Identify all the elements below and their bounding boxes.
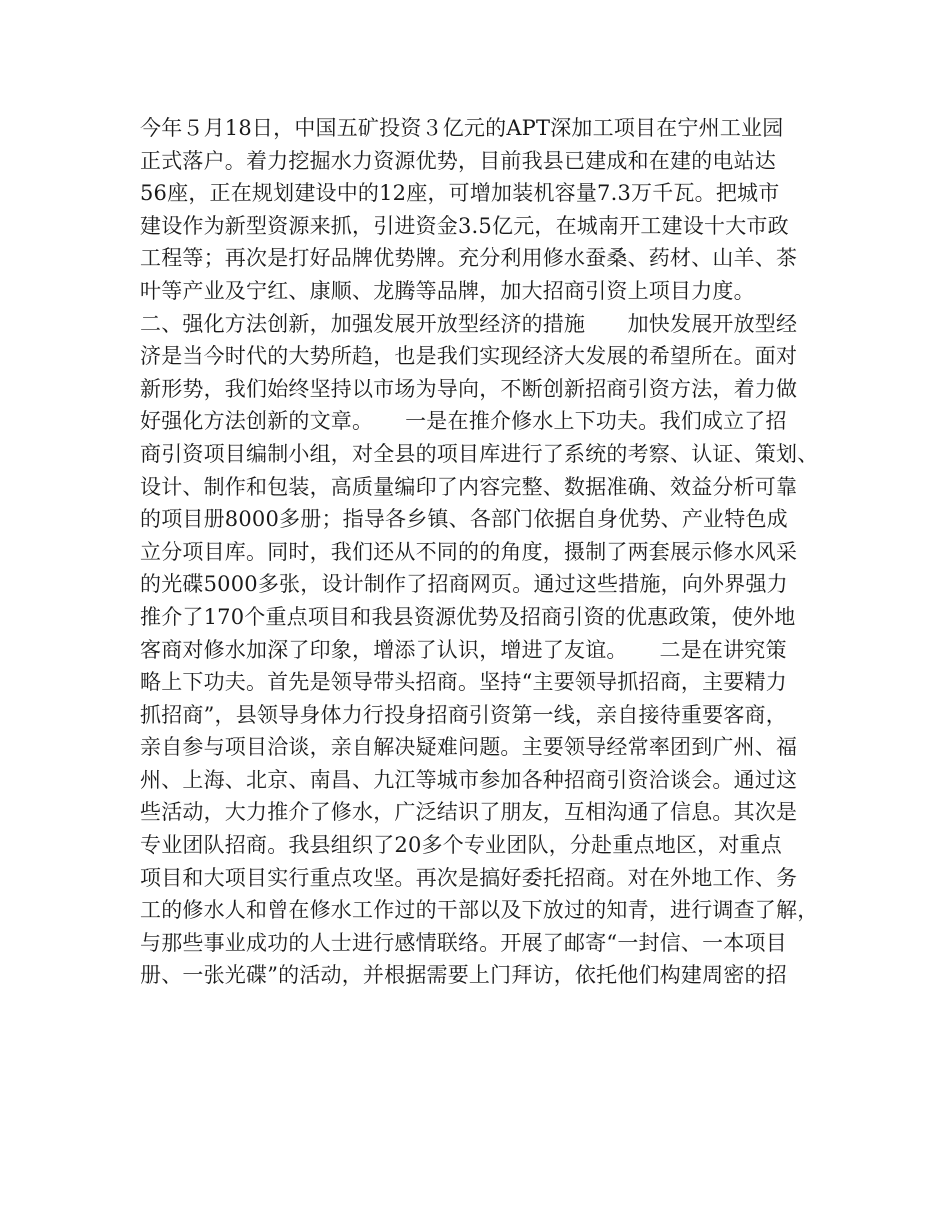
body-text — [140, 112, 820, 992]
text-line: 今年５月18日，中国五矿投资３亿元的APT深加工项目在宁州工业园 — [140, 116, 784, 140]
text-line: 工程等；再次是打好品牌优势牌。充分利用修水蚕桑、药材、山羊、茶 — [140, 246, 798, 271]
text-line: 好强化方法创新的文章。 一是在推介修水上下功夫。我们成立了招 — [140, 409, 787, 434]
text-line: 济是当今时代的大势所趋，也是我们实现经济大发展的希望所在。面对 — [140, 344, 798, 369]
text-line: 亲自参与项目洽谈，亲自解决疑难问题。主要领导经常率团到广州、福 — [140, 735, 798, 760]
text-line: 抓招商”，县领导身体力行投身招商引资第一线，亲自接待重要客商， — [140, 702, 787, 727]
text-line: 州、上海、北京、南昌、九江等城市参加各种招商引资洽谈会。通过这 — [140, 767, 798, 792]
text-line: 项目和大项目实行重点攻坚。再次是搞好委托招商。对在外地工作、务 — [140, 865, 798, 890]
text-line: 正式落户。着力挖掘水力资源优势，目前我县已建成和在建的电站达 — [140, 148, 776, 173]
text-line: 立分项目库。同时，我们还从不同的的角度，摄制了两套展示修水风采 — [140, 539, 798, 564]
text-line: 的项目册8000多册；指导各乡镇、各部门依据自身优势、产业特色成 — [140, 507, 788, 532]
text-line: 客商对修水加深了印象，增添了认识，增进了友谊。 二是在讲究策 — [140, 637, 787, 662]
text-line: 专业团队招商。我县组织了20多个专业团队，分赴重点地区，对重点 — [140, 833, 782, 858]
text-line: 二、强化方法创新，加强发展开放型经济的措施 加快发展开放型经 — [140, 311, 798, 336]
text-line: 叶等产业及宁红、康顺、龙腾等品牌，加大招商引资上项目力度。 — [140, 278, 755, 303]
text-line: 与那些事业成功的人士进行感情联络。开展了邮寄“一封信、一本项目 — [140, 930, 787, 955]
text-line: 56座，正在规划建设中的12座，可增加装机容量7.3万千瓦。把城市 — [140, 181, 780, 206]
text-line: 些活动，大力推介了修水，广泛结识了朋友，互相沟通了信息。其次是 — [140, 800, 798, 825]
text-line: 略上下功夫。首先是领导带头招商。坚持“主要领导抓招商，主要精力 — [140, 670, 787, 695]
text-line: 商引资项目编制小组，对全县的项目库进行了系统的考察、认证、策划、 — [140, 441, 819, 466]
text-line: 新形势，我们始终坚持以市场为导向，不断创新招商引资方法，着力做 — [140, 376, 798, 401]
text-line: 的光碟5000多张，设计制作了招商网页。通过这些措施，向外界强力 — [140, 572, 788, 597]
text-line: 工的修水人和曾在修水工作过的干部以及下放过的知青，进行调查了解， — [140, 898, 819, 923]
text-line: 册、一张光碟”的活动，并根据需要上门拜访，依托他们构建周密的招 — [140, 963, 787, 988]
text-line: 建设作为新型资源来抓，引进资金3.5亿元，在城南开工建设十大市政 — [140, 213, 789, 238]
text-line: 推介了170个重点项目和我县资源优势及招商引资的优惠政策，使外地 — [140, 604, 796, 629]
text-line: 设计、制作和包装，高质量编印了内容完整、数据准确、效益分析可靠 — [140, 474, 798, 499]
